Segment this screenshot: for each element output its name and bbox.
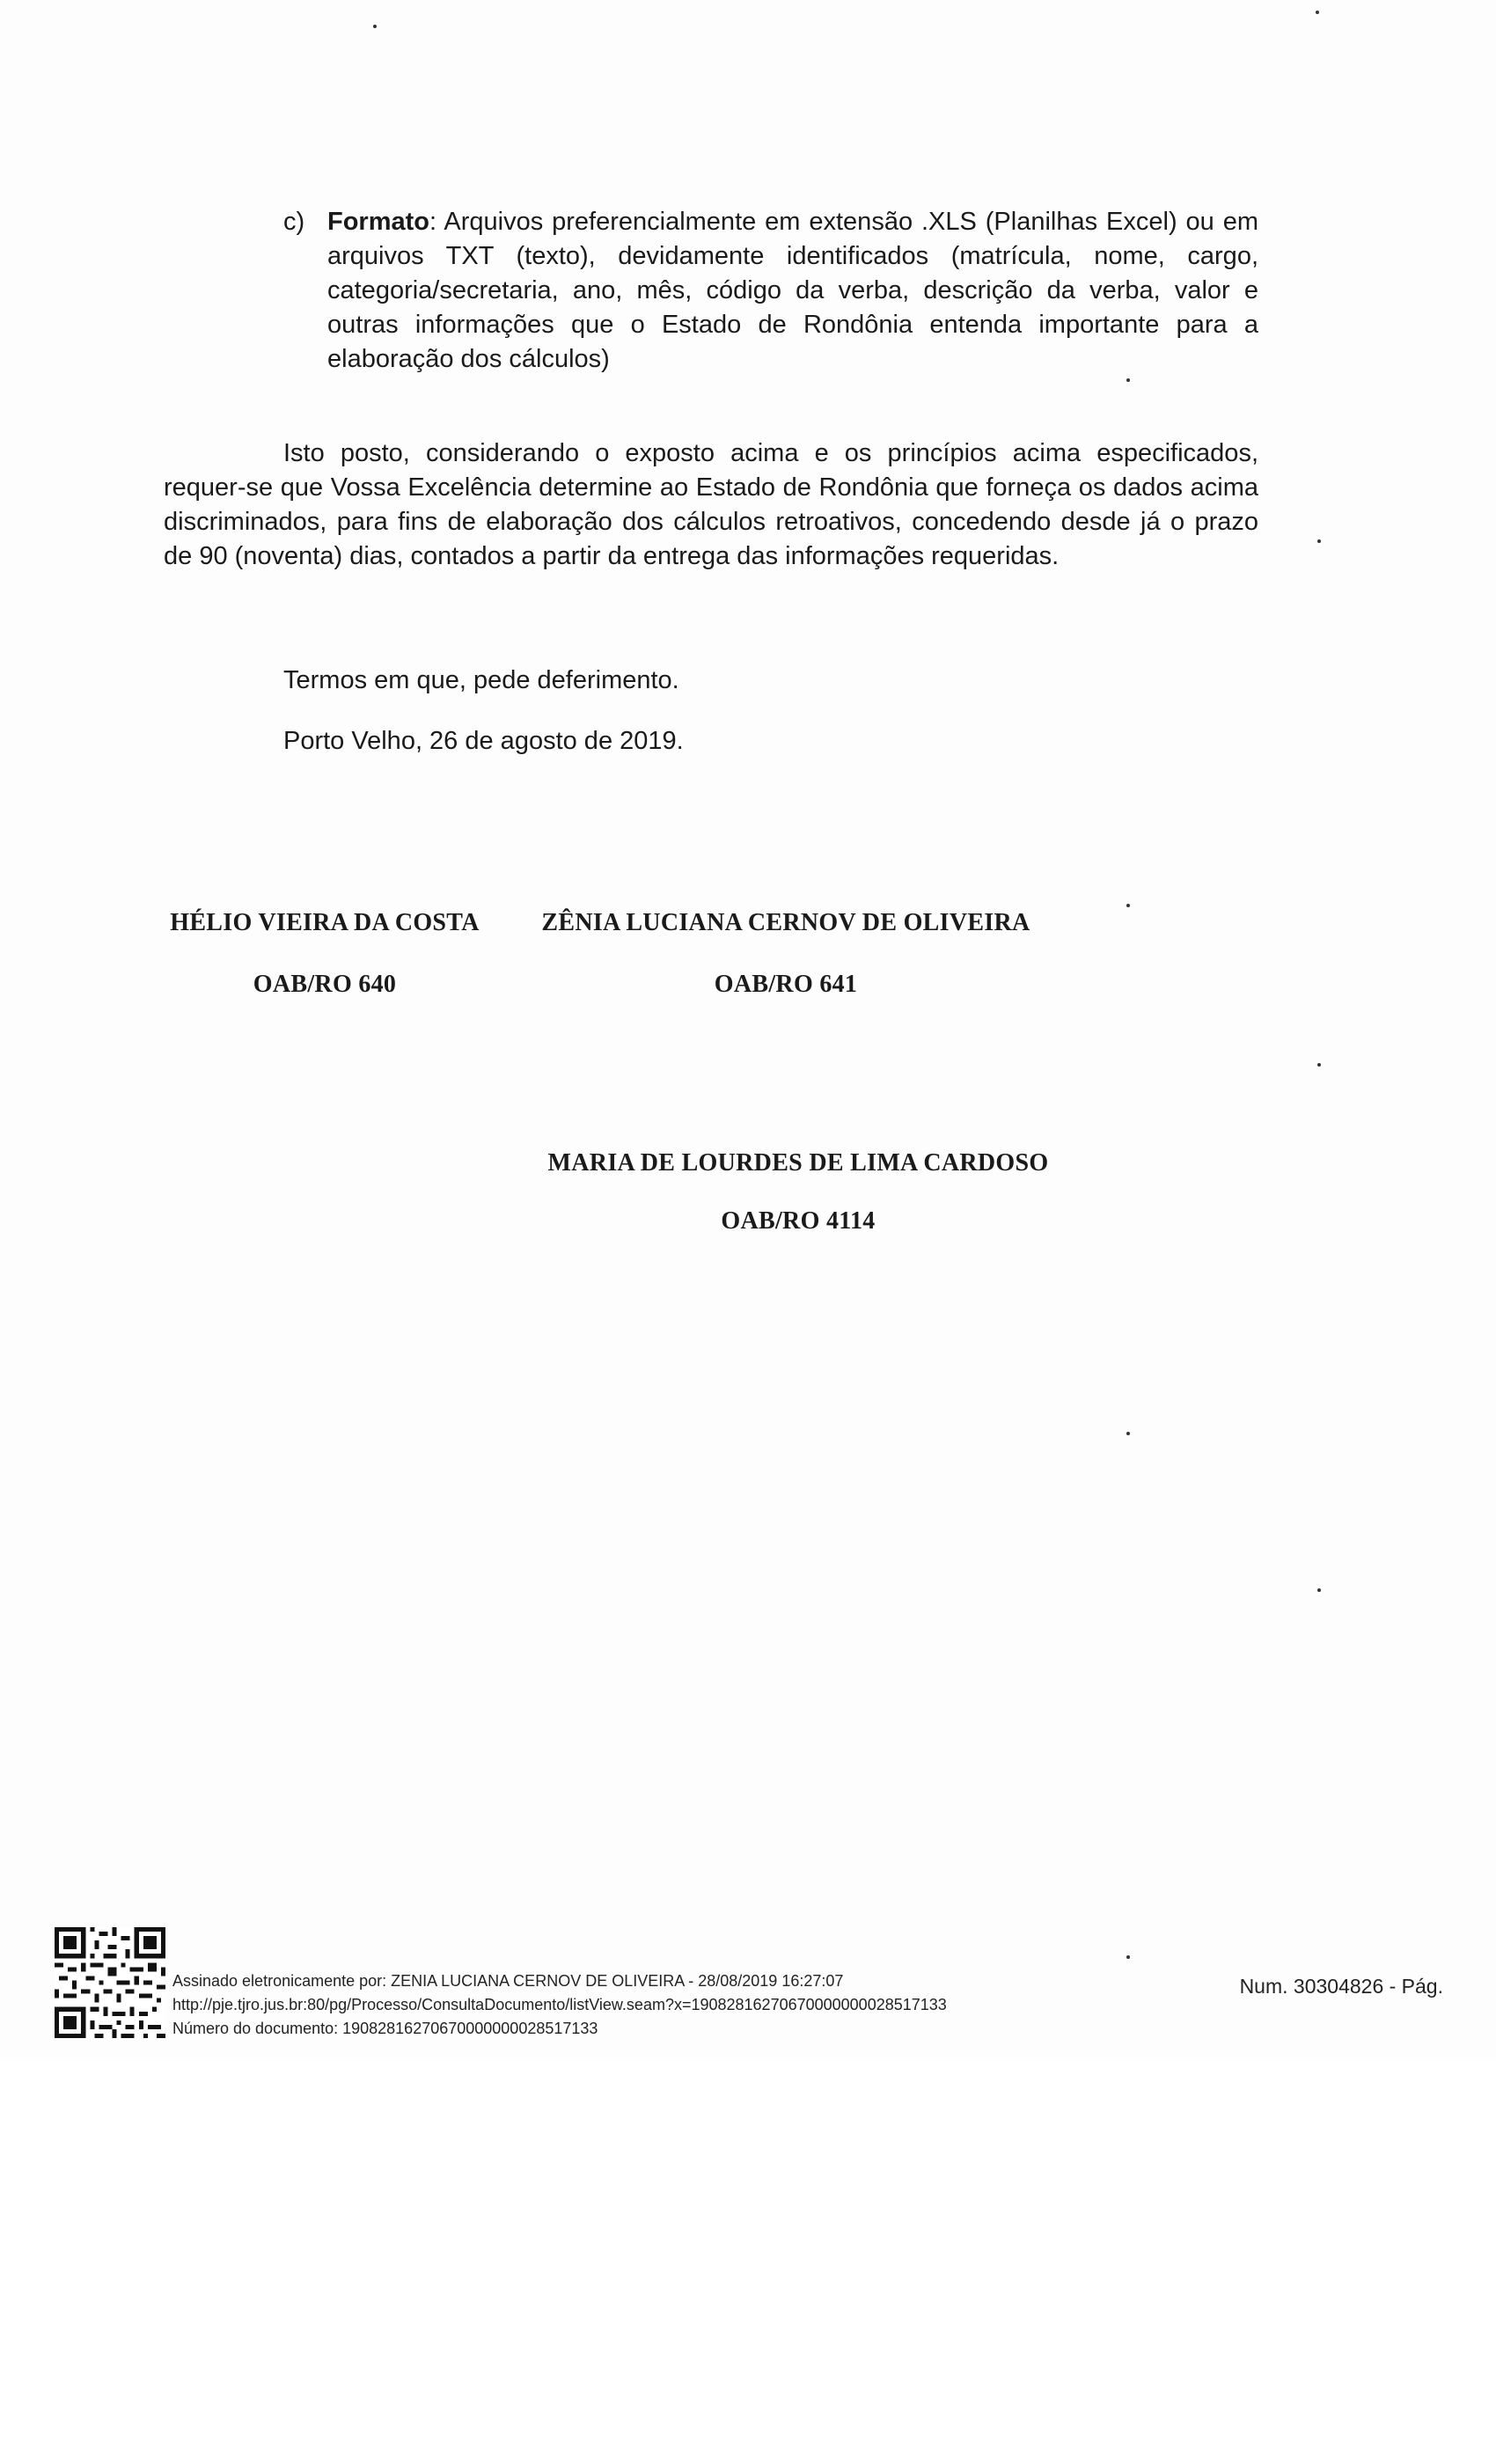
signatory-2-oab: OAB/RO 641 bbox=[714, 971, 858, 998]
signatory-3-name: MARIA DE LOURDES DE LIMA CARDOSO bbox=[547, 1149, 1049, 1177]
scan-speck bbox=[373, 25, 377, 28]
scan-speck bbox=[1126, 1955, 1130, 1959]
footer-document-number: Número do documento: 19082816270670000000028517133 bbox=[172, 2020, 598, 2037]
item-c-text-block bbox=[327, 205, 1258, 377]
scan-speck bbox=[1126, 1432, 1130, 1435]
scan-speck bbox=[1317, 1063, 1321, 1067]
scan-speck bbox=[1317, 539, 1321, 543]
signatory-1-name: HÉLIO VIEIRA DA COSTA bbox=[170, 909, 480, 936]
item-c-formato bbox=[283, 205, 1258, 377]
request-paragraph: Isto posto, considerando o exposto acima e os princípios acima especificados, requer-se que Vossa Excelência determine ao Estado de Rondônia que forneça os dados acima discriminados, para fins de elaboração dos cálculos retroativos, concedendo desde já o prazo de 90 (noventa) dias, contados a partir da entrega das informações requeridas. bbox=[164, 439, 1258, 570]
footer-signed-by: Assinado eletronicamente por: ZENIA LUCIANA CERNOV DE OLIVEIRA - 28/08/2019 16:27:07 bbox=[172, 1972, 844, 1990]
item-c-label: Formato bbox=[327, 208, 429, 236]
signatory-3-oab: OAB/RO 4114 bbox=[721, 1207, 876, 1235]
scan-speck bbox=[1316, 11, 1319, 14]
qr-code-icon bbox=[55, 1927, 165, 2038]
signatory-1-oab: OAB/RO 640 bbox=[253, 971, 397, 998]
scan-speck bbox=[1126, 378, 1130, 382]
footer-url: http://pje.tjro.jus.br:80/pg/Processo/ConsultaDocumento/listView.seam?x=19082816270670000000028517133 bbox=[172, 1996, 947, 2013]
scan-speck bbox=[1126, 904, 1130, 907]
item-c-marker: c) bbox=[283, 208, 305, 236]
footer-page-number: Num. 30304826 - Pág. bbox=[1239, 1975, 1443, 1998]
scan-speck bbox=[1317, 1588, 1321, 1592]
item-c-description: : Arquivos preferencialmente em extensão .XLS (Planilhas Excel) ou em arquivos TXT (texto), devidamente identificados (matrícula, nome, cargo, categoria/secretaria, ano, mês, código da verba, descrição da verba, valor e outras informações que o Estado de Rondônia entenda importante para a elaboração dos cálculos) bbox=[327, 208, 1258, 373]
signatory-2-name: ZÊNIA LUCIANA CERNOV DE OLIVEIRA bbox=[541, 909, 1030, 936]
closing-line: Termos em que, pede deferimento. bbox=[283, 666, 679, 694]
place-date-line: Porto Velho, 26 de agosto de 2019. bbox=[283, 727, 684, 755]
